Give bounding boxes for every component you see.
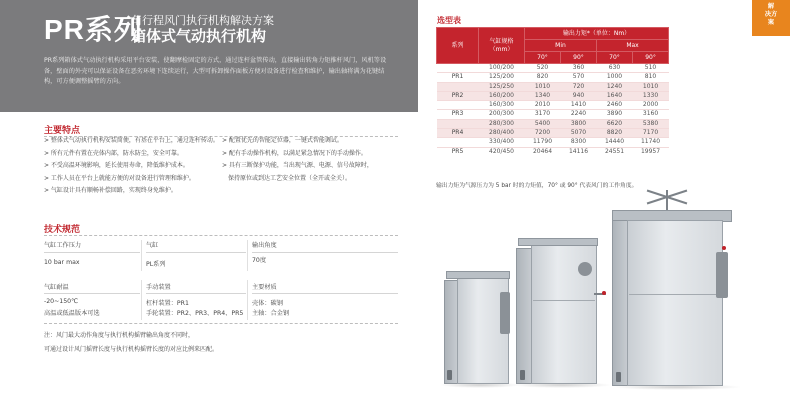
indicator-knob [722, 246, 726, 250]
feature-item: 保持原位或到达工艺安全位置（全开或全关）。 [228, 174, 352, 182]
table-row [437, 138, 669, 147]
table-header-max: Max [597, 40, 669, 52]
table-cell-cylinder: 420/450 [479, 147, 525, 156]
solutions-tab-line3: 案 [767, 19, 775, 26]
handwheel [578, 262, 592, 276]
table-cell-model: PR3 [437, 110, 479, 119]
table-cell-cylinder: 100/200 [479, 64, 525, 73]
spec-divider [141, 240, 142, 271]
table-cell-model: PR4 [437, 129, 479, 138]
feature-item: > 配置优先的智能定位器，一键式智能调试。 [222, 137, 343, 144]
cabinet-medium-side [516, 248, 532, 384]
table-cell-value: 360 [561, 64, 597, 73]
table-cell-value: 20464 [525, 147, 561, 156]
table-row [437, 110, 669, 119]
table-row [437, 119, 669, 128]
table-cell-value: 720 [561, 82, 597, 91]
cabinet-medium-top [518, 238, 598, 246]
table-cell-cylinder: 160/300 [479, 101, 525, 110]
table-cell-value: 2010 [525, 101, 561, 110]
table-header-cylinder-label: 气缸规格 [489, 37, 514, 45]
table-row [437, 101, 669, 110]
table-cell-value: 3160 [633, 110, 669, 119]
note-line2: 可通过设计风门摇臂长度与执行机构摇臂长度的对应比例来匹配。 [44, 346, 219, 353]
table-cell-value: 2000 [633, 101, 669, 110]
table-cell-value: 5380 [633, 119, 669, 128]
table-cell-value: 1010 [633, 82, 669, 91]
product-name: 箱体式气动执行机构 [131, 27, 267, 45]
spec-angle-value: 70度 [252, 257, 267, 264]
spec-divider [146, 293, 246, 294]
table-cell-value: 1640 [597, 91, 633, 100]
feature-item: > 气缸设计具有顺畅补偿回路，实现终身免维护。 [44, 187, 177, 195]
table-cell-model [437, 82, 479, 91]
table-cell-model: PR2 [437, 91, 479, 100]
table-header-series: 系列 [437, 28, 479, 64]
table-cell-value: 1000 [597, 73, 633, 82]
spec-material-value2: 主轴：合金钢 [252, 310, 290, 317]
table-row [437, 73, 669, 82]
table-cell-cylinder: 160/200 [479, 91, 525, 100]
table-cell-value: 24551 [597, 147, 633, 156]
table-row [437, 91, 669, 100]
spec-temp-label: 气缸耐温 [44, 284, 69, 291]
handwheel-spindle [666, 190, 668, 212]
table-cell-value: 3890 [597, 110, 633, 119]
specs-divider [44, 235, 398, 236]
table-header-cylinder-unit: （mm） [489, 45, 514, 53]
table-cell-value: 7170 [633, 129, 669, 138]
table-header-angle: 70° [525, 52, 561, 64]
solutions-tab-line2: 决方 [764, 11, 778, 18]
table-cell-value: 11740 [633, 138, 669, 147]
spec-divider [252, 252, 398, 253]
table-cell-value: 3800 [561, 119, 597, 128]
cabinet-handle [616, 372, 621, 382]
feature-item: > 所有元件有置在壳体内部，防水防尘，安全可靠。 [44, 149, 183, 157]
spec-divider [247, 280, 248, 320]
table-header-output: 输出力矩*（单位：Nm） [525, 28, 669, 40]
feature-item: > 整体式气动执行机构安装简便，有基在平台上，通过连杆传动。 [44, 137, 219, 144]
spec-divider [146, 252, 246, 253]
table-row [437, 147, 669, 156]
lever-arm [716, 252, 728, 298]
spec-cylinder-value: PL系列 [146, 261, 166, 268]
spec-temp-value: -20~150℃ [44, 298, 79, 305]
table-cell-cylinder: 280/400 [479, 129, 525, 138]
table-cell-value: 5400 [525, 119, 561, 128]
selection-table [436, 27, 669, 156]
spec-divider [141, 280, 142, 320]
solutions-tab[interactable] [752, 0, 790, 36]
table-cell-model [437, 101, 479, 110]
table-header-angle: 90° [633, 52, 669, 64]
features-title: 主要特点 [44, 126, 81, 136]
spec-pressure-value: 10 bar max [44, 259, 80, 266]
spec-material-value: 壳体：碳钢 [252, 300, 283, 307]
table-row [437, 82, 669, 91]
panel-seam [629, 294, 721, 295]
table-row [437, 129, 669, 138]
table-cell-value: 630 [597, 64, 633, 73]
spec-cylinder-label: 气缸 [146, 242, 159, 249]
table-cell-value: 1010 [525, 82, 561, 91]
feature-item: > 工作人员在平台上就能方便的对设备进行管理和维护。 [44, 174, 195, 182]
cabinet-large [627, 220, 723, 386]
table-cell-model [437, 138, 479, 147]
table-cell-value: 14116 [561, 147, 597, 156]
table-cell-value: 1330 [633, 91, 669, 100]
table-cell-value: 940 [561, 91, 597, 100]
spec-manual-value2: 手轮装置：PR2、PR3、PR4、PR5 [146, 310, 244, 317]
cabinet-handle [520, 370, 525, 380]
table-cell-value: 1240 [597, 82, 633, 91]
cabinet-large-side [612, 220, 628, 386]
note-line1: 注：风门最大动作角度与执行机构摇臂输出角度不同时， [44, 332, 195, 339]
cabinet-small-side [444, 280, 458, 384]
feature-item: > 具有三断保护功能，当出现气源、电源、信号故障时， [222, 162, 373, 170]
intro-paragraph: PR系列箱体式气动执行机构采用平台安装，使翻摩检固定的方式，通过连杆盆管传动，直接输出转角力矩推杆风门，风机等设备，壁面的外壳可以保证设备在恶劣环境下连续运行，大型可拆卸操作面板方便对设备进行检查和维护，输出轴将满为花键结构，可方便调整摇臂的方向。 [44, 57, 387, 85]
table-cell-value: 570 [561, 73, 597, 82]
table-cell-cylinder: 330/400 [479, 138, 525, 147]
table-header-angle: 70° [597, 52, 633, 64]
table-cell-model: PR5 [437, 147, 479, 156]
feature-item: > 配有手动操作机构，以满足紧急情况下的手动操作。 [222, 149, 367, 157]
features-right-list [222, 135, 400, 185]
spec-divider [44, 293, 140, 294]
specs-divider [44, 323, 398, 324]
spec-divider [252, 293, 398, 294]
spec-pressure-label: 气缸工作压力 [44, 242, 82, 249]
table-cell-value: 19957 [633, 147, 669, 156]
selection-table-title: 选型表 [437, 16, 461, 25]
table-cell-cylinder: 125/250 [479, 82, 525, 91]
table-header-cylinder [479, 28, 525, 64]
spec-manual-label: 手动装置 [146, 284, 171, 291]
table-header-min: Min [525, 40, 597, 52]
panel-seam [533, 300, 595, 301]
spec-divider [247, 240, 248, 271]
table-cell-model [437, 64, 479, 73]
table-footnote: 输出力矩为气源压力为 5 bar 时的力矩值，70° 或 90° 代表风门的工作角度。 [436, 183, 638, 189]
cabinet-handle [447, 370, 452, 380]
table-cell-value: 5070 [561, 129, 597, 138]
table-cell-value: 8820 [597, 129, 633, 138]
table-cell-value: 810 [633, 73, 669, 82]
table-cell-value: 3170 [525, 110, 561, 119]
spec-divider [44, 252, 140, 253]
table-cell-value: 820 [525, 73, 561, 82]
table-cell-value: 1410 [561, 101, 597, 110]
table-cell-cylinder: 125/200 [479, 73, 525, 82]
page-subtitle: 角行程风门执行机构解决方案 [131, 14, 274, 27]
specs-title: 技术规范 [44, 225, 81, 235]
table-cell-value: 2460 [597, 101, 633, 110]
spec-temp-value2: 高温或低温版本可选 [44, 310, 100, 317]
features-left-list [44, 135, 224, 198]
table-cell-value: 6620 [597, 119, 633, 128]
indicator-knob [602, 291, 606, 295]
table-cell-value: 8300 [561, 138, 597, 147]
table-cell-model: PR1 [437, 73, 479, 82]
table-cell-value: 520 [525, 64, 561, 73]
table-cell-value: 11790 [525, 138, 561, 147]
cabinet-small-top [446, 271, 510, 279]
lever-arm [500, 292, 510, 334]
table-cell-value: 510 [633, 64, 669, 73]
table-cell-value: 14440 [597, 138, 633, 147]
feature-item: > 不受高温环境影响，延长使用寿命，降低维护成本。 [44, 162, 189, 170]
table-row [437, 64, 669, 73]
table-cell-model [437, 119, 479, 128]
table-cell-cylinder: 280/300 [479, 119, 525, 128]
table-cell-value: 1340 [525, 91, 561, 100]
table-header-angle: 90° [561, 52, 597, 64]
table-cell-value: 2240 [561, 110, 597, 119]
table-cell-value: 7200 [525, 129, 561, 138]
table-cell-cylinder: 200/300 [479, 110, 525, 119]
spec-angle-label: 输出角度 [252, 242, 277, 249]
page-title: PR系列 [44, 14, 143, 45]
spec-material-label: 主要材质 [252, 284, 277, 291]
solutions-tab-line1: 解 [767, 3, 775, 10]
spec-manual-value: 杠杆装置：PR1 [146, 300, 189, 307]
